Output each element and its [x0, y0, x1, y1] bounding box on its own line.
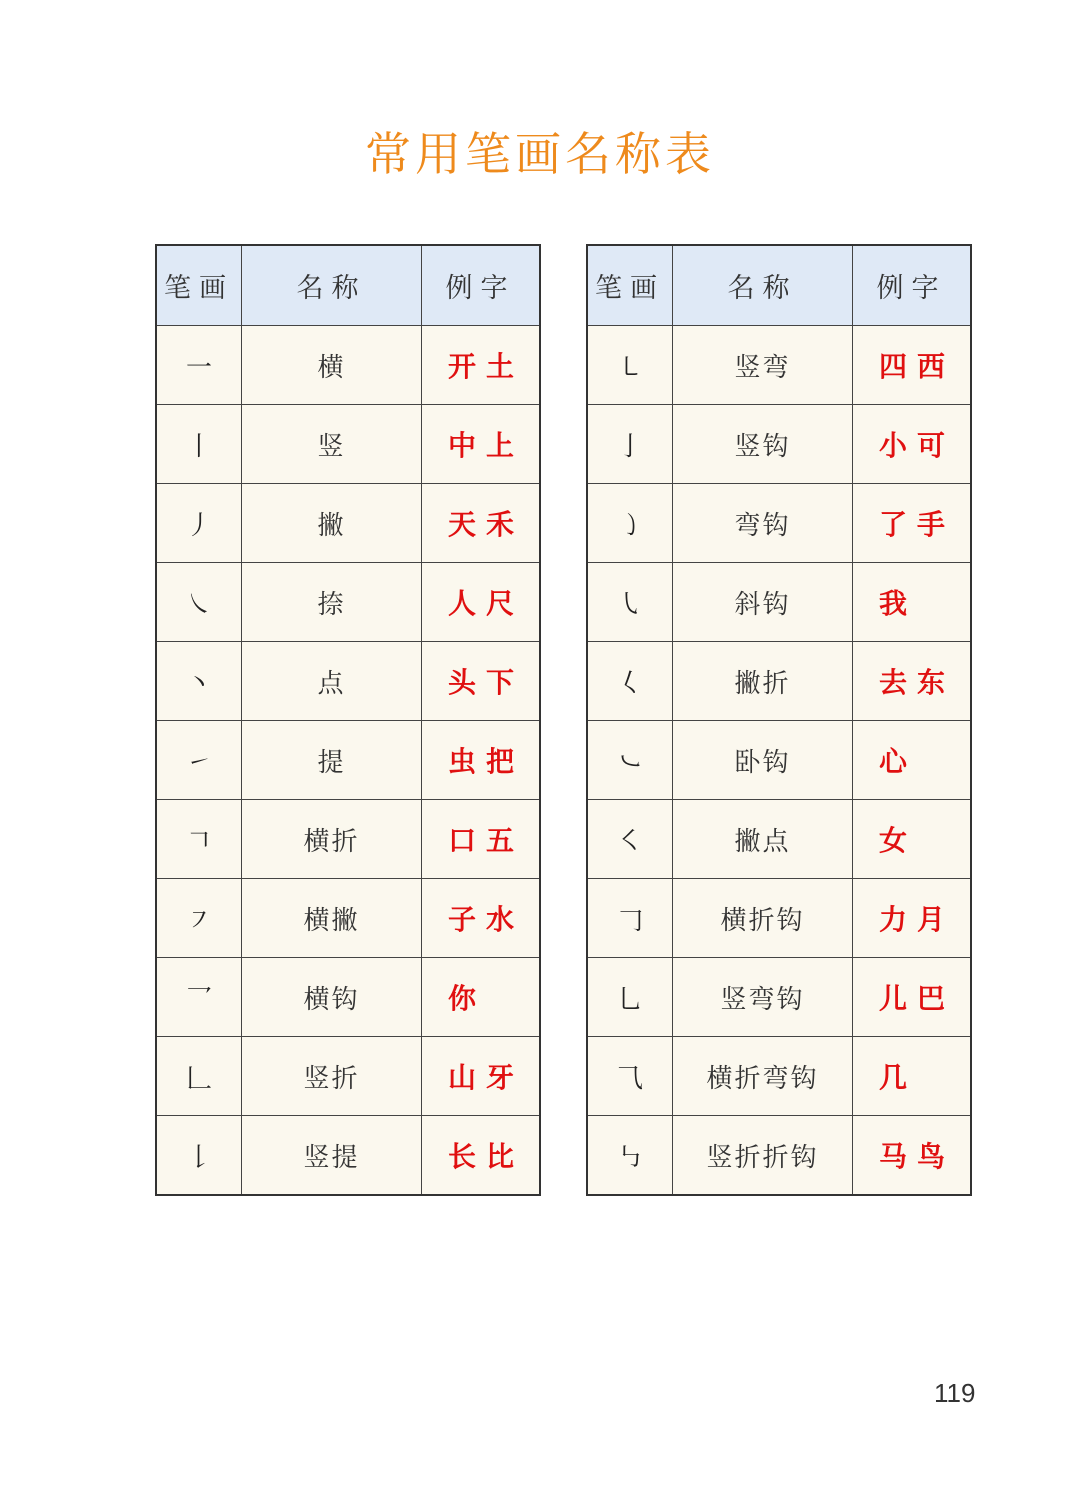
example-char: 五 [486, 824, 515, 857]
stroke-glyph: ㇇ [156, 879, 242, 958]
header-name: 名称 [242, 245, 422, 326]
example-chars [853, 326, 972, 405]
page-title: 常用笔画名称表 [365, 127, 715, 181]
table-row [156, 642, 540, 721]
stroke-glyph: 𠃊 [156, 1037, 242, 1116]
stroke-name: 横钩 [242, 958, 422, 1037]
example-char: 天 [448, 508, 477, 541]
example-chars [422, 1037, 541, 1116]
table-row [587, 326, 971, 405]
table-row [587, 484, 971, 563]
example-chars [422, 958, 541, 1037]
stroke-glyph: 𠃌 [587, 879, 673, 958]
example-chars [853, 721, 972, 800]
example-chars [853, 563, 972, 642]
example-char: 中 [448, 429, 477, 462]
example-char: 人 [448, 587, 477, 620]
example-chars [853, 1037, 972, 1116]
example-chars [853, 958, 972, 1037]
example-char: 头 [448, 666, 477, 699]
example-char: 水 [486, 903, 515, 936]
stroke-name: 竖折 [242, 1037, 422, 1116]
example-char: 子 [448, 903, 477, 936]
example-char: 女 [879, 824, 908, 857]
example-chars [422, 405, 541, 484]
stroke-glyph: ㇂ [587, 563, 673, 642]
page-number: 119 [934, 1378, 976, 1408]
example-char: 几 [879, 1061, 908, 1094]
stroke-glyph: 一 [156, 326, 242, 405]
stroke-glyph: ㇛ [587, 800, 673, 879]
example-char: 马 [879, 1140, 908, 1173]
example-char: 比 [486, 1140, 515, 1173]
header-row [587, 245, 971, 326]
table-row [156, 800, 540, 879]
stroke-glyph: 𠄌 [156, 1116, 242, 1196]
table-row [156, 484, 540, 563]
example-chars [422, 563, 541, 642]
example-char: 四 [879, 350, 908, 383]
stroke-name: 横折弯钩 [673, 1037, 853, 1116]
stroke-name: 竖弯钩 [673, 958, 853, 1037]
stroke-glyph: ㇀ [156, 721, 242, 800]
stroke-glyph: 亅 [587, 405, 673, 484]
example-char: 开 [448, 350, 477, 383]
example-char: 虫 [448, 745, 477, 778]
example-char: 小 [879, 429, 908, 462]
table-row [587, 1037, 971, 1116]
header-name: 名称 [673, 245, 853, 326]
example-char: 尺 [486, 587, 515, 620]
stroke-name: 斜钩 [673, 563, 853, 642]
example-chars [422, 879, 541, 958]
table-row [156, 1116, 540, 1196]
stroke-name: 撇 [242, 484, 422, 563]
header-examples: 例字 [422, 245, 541, 326]
example-char: 我 [879, 587, 908, 620]
stroke-name: 横撇 [242, 879, 422, 958]
example-char: 山 [448, 1061, 477, 1094]
stroke-name: 卧钩 [673, 721, 853, 800]
stroke-glyph: 乛 [156, 958, 242, 1037]
stroke-glyph: ㇏ [156, 563, 242, 642]
stroke-glyph: ㇉ [587, 1116, 673, 1196]
stroke-name: 竖 [242, 405, 422, 484]
example-char: 去 [879, 666, 908, 699]
example-chars [853, 1116, 972, 1196]
stroke-name: 提 [242, 721, 422, 800]
example-chars [422, 642, 541, 721]
table-row [156, 958, 540, 1037]
stroke-glyph: 丶 [156, 642, 242, 721]
stroke-name: 横折 [242, 800, 422, 879]
example-char: 手 [917, 508, 946, 541]
table-row [156, 879, 540, 958]
example-char: 月 [917, 903, 946, 936]
stroke-name: 横 [242, 326, 422, 405]
stroke-name: 竖折折钩 [673, 1116, 853, 1196]
example-char: 你 [448, 982, 477, 1015]
stroke-table-left [155, 244, 541, 1196]
example-char: 了 [879, 508, 908, 541]
table-row [587, 800, 971, 879]
example-char: 东 [917, 666, 946, 699]
example-chars [422, 1116, 541, 1196]
example-char: 长 [448, 1140, 477, 1173]
example-char: 鸟 [917, 1140, 946, 1173]
example-char: 巴 [917, 982, 946, 1015]
example-char: 可 [917, 429, 946, 462]
example-char: 把 [486, 745, 515, 778]
stroke-glyph: 𠃍 [156, 800, 242, 879]
stroke-table-right [586, 244, 972, 1196]
example-chars [422, 800, 541, 879]
table-row [156, 721, 540, 800]
stroke-glyph: ㇄ [587, 326, 673, 405]
table-row [587, 879, 971, 958]
table-row [587, 563, 971, 642]
stroke-glyph: 丿 [156, 484, 242, 563]
example-char: 下 [486, 666, 515, 699]
table-row [587, 721, 971, 800]
table-row [587, 1116, 971, 1196]
example-chars [853, 405, 972, 484]
table-row [587, 958, 971, 1037]
example-char: 儿 [879, 982, 908, 1015]
example-chars [422, 721, 541, 800]
example-char: 心 [879, 745, 908, 778]
stroke-glyph: 丨 [156, 405, 242, 484]
header-examples: 例字 [853, 245, 972, 326]
example-char: 禾 [486, 508, 515, 541]
table-row [587, 642, 971, 721]
example-chars [853, 800, 972, 879]
stroke-name: 点 [242, 642, 422, 721]
example-char: 牙 [486, 1061, 515, 1094]
stroke-glyph: ㇃ [587, 721, 673, 800]
stroke-glyph: 𡿨 [587, 642, 673, 721]
table-row [156, 1037, 540, 1116]
stroke-name: 撇折 [673, 642, 853, 721]
table-row [156, 326, 540, 405]
example-char: 上 [486, 429, 515, 462]
table-row [156, 563, 540, 642]
stroke-glyph: 乚 [587, 958, 673, 1037]
stroke-name: 弯钩 [673, 484, 853, 563]
stroke-glyph: ⺄ [587, 1037, 673, 1116]
stroke-name: 捺 [242, 563, 422, 642]
stroke-glyph: ㇁ [587, 484, 673, 563]
header-row [156, 245, 540, 326]
example-chars [853, 879, 972, 958]
example-char: 西 [917, 350, 946, 383]
example-chars [422, 326, 541, 405]
stroke-name: 竖弯 [673, 326, 853, 405]
stroke-name: 竖钩 [673, 405, 853, 484]
example-chars [853, 642, 972, 721]
example-char: 土 [486, 350, 515, 383]
stroke-name: 竖提 [242, 1116, 422, 1196]
table-row [156, 405, 540, 484]
stroke-name: 横折钩 [673, 879, 853, 958]
example-chars [853, 484, 972, 563]
stroke-name: 撇点 [673, 800, 853, 879]
example-chars [422, 484, 541, 563]
example-char: 口 [448, 824, 477, 857]
table-row [587, 405, 971, 484]
header-stroke: 笔画 [587, 245, 673, 326]
example-char: 力 [879, 903, 908, 936]
header-stroke: 笔画 [156, 245, 242, 326]
